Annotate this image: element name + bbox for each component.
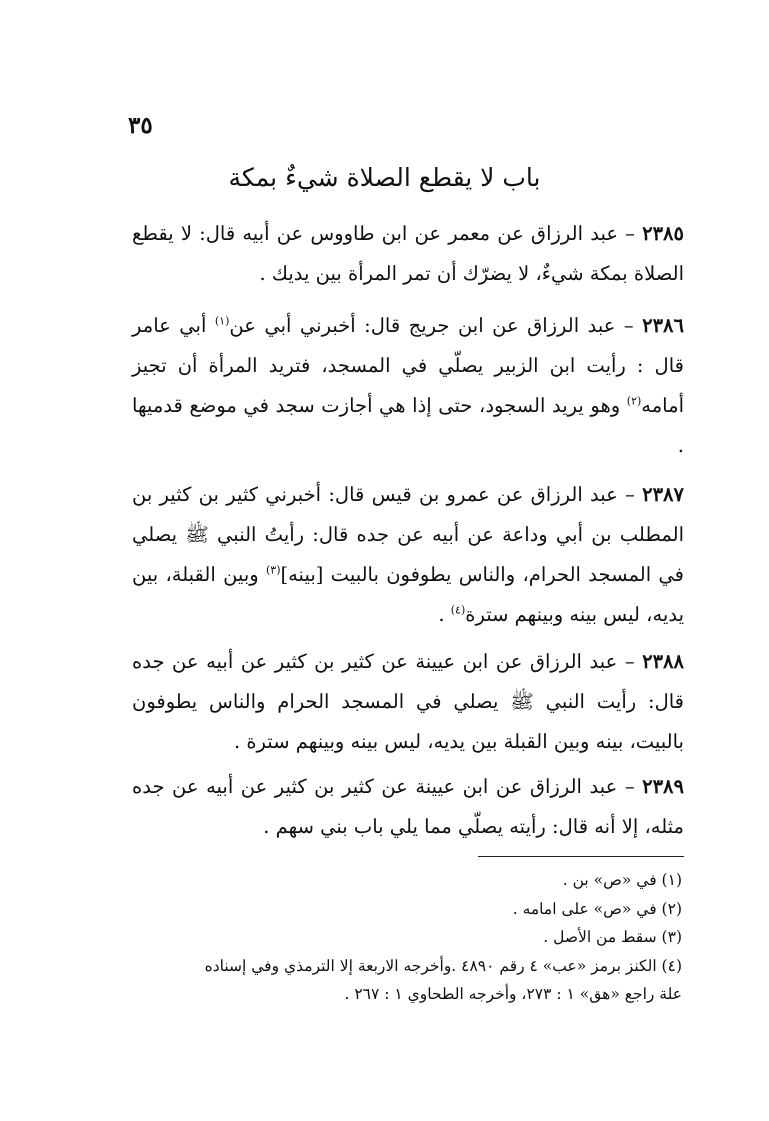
hadith-text: . [438,603,445,626]
hadith-2388 [132,642,684,762]
hadith-text: أبي عامر قال : رأيت ابن الزبير يصلّي في المسجد، فتريد المرأة أن تجيز أمامه [132,314,684,417]
page-number: ٣٥ [128,112,153,139]
footnote-ref-4: (٤) [450,603,466,617]
hadith-number: ٢٣٨٨ [642,650,685,673]
hadith-number: ٢٣٨٧ [642,483,684,506]
dash: – [624,775,635,798]
dash: – [624,650,635,673]
hadith-number: ٢٣٨٦ [642,314,685,337]
hadith-text: عبد الرزاق عن ابن جريج قال: أخبرني أبي عن [229,314,616,337]
hadith-number: ٢٣٨٥ [642,222,684,245]
footnote-ref-3: (٣) [265,563,281,577]
footnote-2: (٢) في «ص» على امامه . [512,899,682,918]
hadith-text: عبد الرزاق عن عمرو بن قيس قال: أخبرني كثير بن كثير بن المطلب بن أبي وداعة عن أبيه عن جده قال: رأيتُ النبي ﷺ يصلي في المسجد الحرام، والناس يطوفون بالبيت [بينه] [132,483,684,586]
hadith-text: عبد الرزاق عن ابن عيينة عن كثير بن كثير عن أبيه عن جده قال: رأيت النبي ﷺ يصلي في المسجد الحرام والناس يطوفون بالبيت، بينه وبين القبلة بين يديه، ليس بينه وبينهم سترة . [132,650,684,753]
chapter-title: باب لا يقطع الصلاة شيءٌ بمكة [228,163,541,192]
hadith-2387 [132,475,684,635]
hadith-2389 [132,767,684,847]
footnote-4-continued: علة راجع «هق» ١ : ٢٧٣، وأخرجه الطحاوي ١ : ٢٦٧ . [344,985,682,1003]
footnote-3: (٣) سقط من الأصل . [543,928,682,946]
hadith-text: عبد الرزاق عن ابن عيينة عن كثير بن كثير عن أبيه عن جده مثله، إلا أنه قال: رأيته يصلّي مما يلي باب بني سهم . [132,775,684,838]
hadith-text: وهو يريد السجود، حتى إذا هي أجازت سجد في موضع قدميها . [132,394,684,457]
dash: – [625,222,635,245]
footnote-ref-2: (٢) [626,394,642,408]
footnotes [150,866,682,1009]
dash: – [623,314,634,337]
hadith-text: عبد الرزاق عن معمر عن ابن طاووس عن أبيه قال: لا يقطع الصلاة بمكة شيءٌ، لا يضرّك أن تمر المرأة بين يديك . [132,222,684,285]
footnote-4: (٤) الكنز برمز «عب» ٤ رقم ٤٨٩٠ .وأخرجه الاربعة إلا الترمذي وفي إسناده [204,956,682,975]
footnote-ref-1: (١) [214,314,230,328]
footnote-1: (١) في «ص» بن . [562,871,682,889]
hadith-2386 [132,306,684,466]
hadith-text: وبين القبلة، بين يديه، ليس بينه وبينهم سترة [132,563,684,626]
footnote-divider [478,856,684,857]
hadith-2385 [132,214,684,294]
dash: – [625,483,635,506]
hadith-number: ٢٣٨٩ [642,775,685,798]
